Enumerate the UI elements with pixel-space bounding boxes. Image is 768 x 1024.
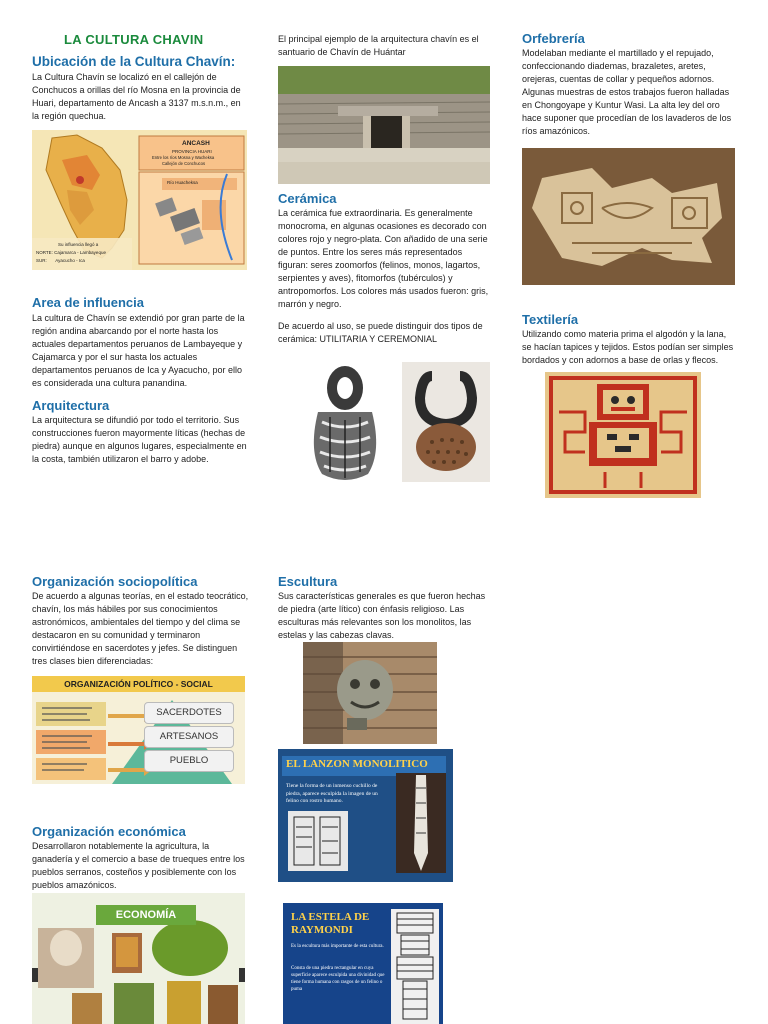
- cabeza-clava-photo: [303, 642, 437, 744]
- pyramid-level-pueblo: PUEBLO: [144, 750, 234, 772]
- estela-bullet2: Consta de una piedra rectangular en cuya superficie aparece esculpida una divinidad que tiene forma humana con rasgos de un felino o puma: [291, 966, 385, 992]
- map-sur: SUR: Ayacucho - Ica: [36, 258, 85, 263]
- ancash-map-image: [32, 130, 247, 270]
- organizacion-eco-heading: Organización económica: [32, 824, 186, 839]
- escultura-text: Sus características generales es que fueron hechas de piedra (arte lítico) con énfasis religioso. Las esculturas más relevantes son los monolitos, las estelas y las cabezas clavas.: [278, 591, 486, 640]
- estela-title-line1: LA ESTELA DE: [291, 911, 370, 923]
- ubicacion-text: La Cultura Chavín se localizó en el callejón de Conchucos a orillas del río Mosna en la provincia de Huari, departamento de Ancash a 3137 m.s.n.m., en la región quechua.: [32, 72, 241, 121]
- estela-panel: [283, 903, 443, 1024]
- ceramic-vessel-1-photo: [300, 362, 390, 488]
- textileria-heading: Textilería: [522, 312, 579, 327]
- ceramica-text2: De acuerdo al uso, se puede distinguir dos tipos de cerámica: UTILITARIA Y CEREMONIAL: [278, 321, 483, 344]
- social-pyramid-image: [32, 676, 245, 784]
- arquitectura-text: La arquitectura se difundió por todo el territorio. Sus construcciones fueron mayormente líticas (hechas de piedra) aunque en algunos lugares, especialmente en la costa, también utilizaron el barro y adobe.: [32, 415, 247, 464]
- area-text: La cultura de Chavín se extendió por gran parte de la región andina abarcando por el norte hasta los actuales departamentos peruanos de Lambayeque y Cajamarca y por el sur hasta los actuales departamentos peruanos de Ica y Ayacucho, por ello es considerada una cultura panandina.: [32, 313, 245, 388]
- map-box-sub2: Entre los ríos Mosna y Wacheksa: [152, 155, 215, 160]
- lanzon-body: Tiene la forma de un inmenso cuchillo de piedra, aparece esculpida la imagen de un felino con rostro humano.: [286, 783, 378, 804]
- ubicacion-heading: Ubicación de la Cultura Chavín:: [32, 54, 236, 69]
- area-heading: Area de influencia: [32, 295, 144, 310]
- map-box-sub1: PROVINCIA HUARI: [172, 149, 212, 154]
- economia-image: [32, 893, 245, 1024]
- chavin-temple-photo: [278, 66, 490, 184]
- organizacion-socio-text: De acuerdo a algunas teorías, en el estado teocrático, chavín, los más hábiles por sus conocimientos astronómicos, ambientales del tiempo y del clima se destacaron en su comunidad y terminaron convirtiéndose en sacerdotes y jefes. Se distinguen tres clases bien diferenciadas:: [32, 591, 249, 666]
- map-river-label: Río Huacheksa: [167, 180, 198, 185]
- ceramica-heading: Cerámica: [278, 191, 337, 206]
- economia-title: ECONOMÍA: [96, 905, 196, 925]
- map-box-title: ANCASH: [182, 140, 210, 147]
- escultura-heading: Escultura: [278, 574, 338, 589]
- textileria-text: Utilizando como materia prima el algodón y la lana, se hacían tapices y tejidos. Estos podían ser simples bordados y con adornos a base de orlas y flecos.: [522, 329, 734, 365]
- page-title: LA CULTURA CHAVIN: [64, 32, 204, 47]
- intro-text: El principal ejemplo de la arquitectura chavín es el santuario de Chavín de Huántar: [278, 34, 479, 57]
- organizacion-socio-heading: Organización sociopolítica: [32, 574, 198, 589]
- lanzon-title: EL LANZON MONOLITICO: [286, 758, 428, 770]
- lanzon-panel: [278, 749, 453, 882]
- ceramic-vessel-2-photo: [402, 362, 490, 482]
- orfebreria-heading: Orfebrería: [522, 31, 585, 46]
- map-box-sub3: Callejón de Conchucos: [162, 161, 206, 166]
- arquitectura-heading: Arquitectura: [32, 398, 110, 413]
- estela-bullet1: Es la escultura más importante de esta cultura.: [291, 944, 384, 949]
- estela-title-line2: RAYMONDI: [291, 924, 353, 936]
- pyramid-title: ORGANIZACIÓN POLÍTICO - SOCIAL: [64, 679, 213, 689]
- ceramica-text: La cerámica fue extraordinaria. Es generalmente monocroma, en algunas ocasiones es decorado con colores rojo y negro-plata. Con añadido de una serie de puntos. Entre los seres más representados figuran: seres zoomorfos (felinos, monos, lagartos, serpientes y aves), fitomorfos (tubérculos) y antropomorfos. Los colores más usados fueron: gris, marrón y negro.: [278, 208, 489, 309]
- orfebreria-text: Modelaban mediante el martillado y el repujado, confeccionando diademas, brazaletes, aretes, orejeras, cuentas de collar y pequeños adornos. Algunas muestras de estos trabajos fueron halladas en Chongoyape y Kuntur Wasi. La alta ley del oro hace suponer que procedían de los lavaderos de los ríos amazónicos.: [522, 48, 732, 136]
- pyramid-level-artesanos: ARTESANOS: [144, 726, 234, 748]
- textileria-photo: [545, 372, 701, 498]
- orfebreria-photo: [522, 148, 735, 285]
- map-norte: NORTE: Cajamarca - Lambayeque: [36, 250, 106, 255]
- organizacion-eco-text: Desarrollaron notablemente la agricultura, la ganadería y el comercio a base de trueques entre los pueblos serranos, costeños y posiblemente con los pueblos amazónicos.: [32, 841, 245, 890]
- pyramid-level-sacerdotes: SACERDOTES: [144, 702, 234, 724]
- map-influence: Su influencia llegó a: [58, 242, 99, 247]
